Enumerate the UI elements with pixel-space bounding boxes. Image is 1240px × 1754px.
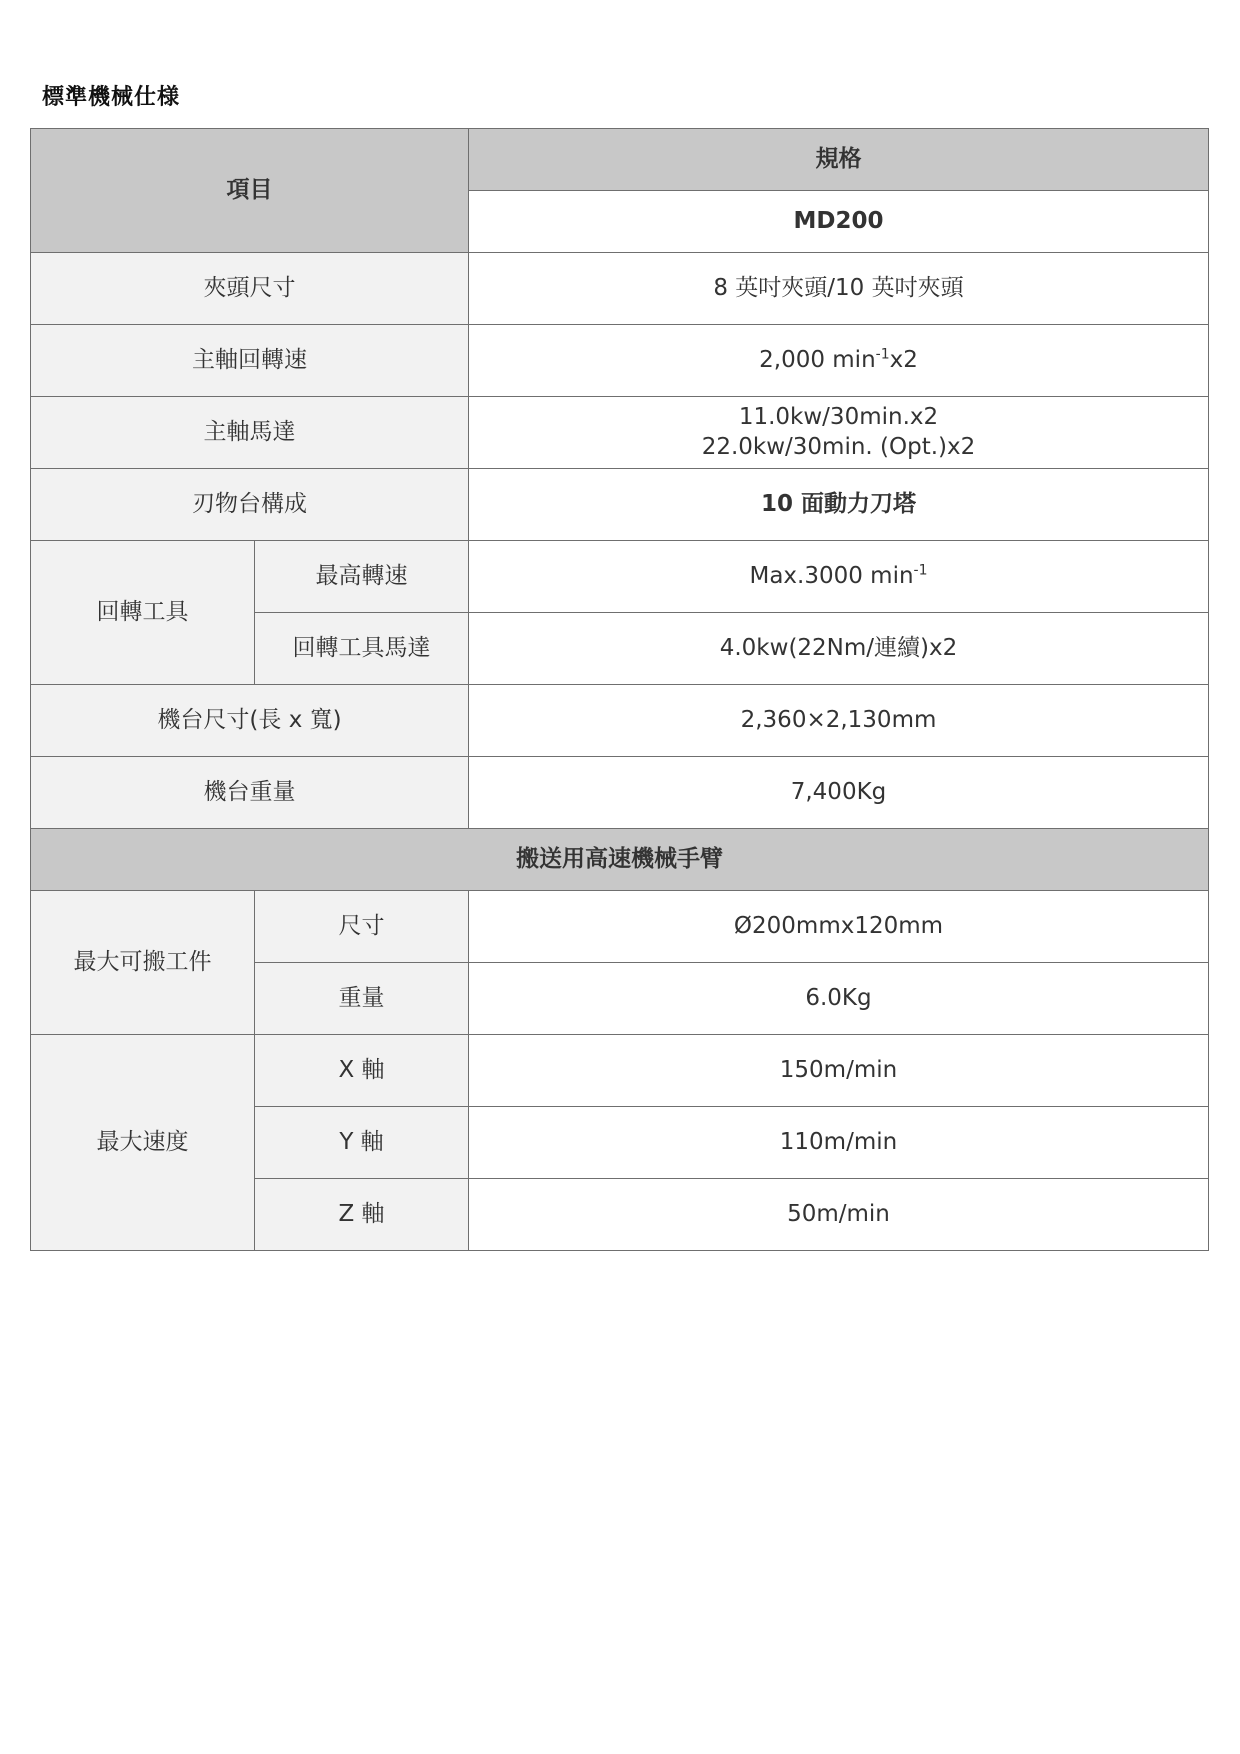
row-label: 機台重量 [31,757,469,829]
row-value: 150m/min [469,1035,1209,1107]
row-label: X 軸 [255,1035,469,1107]
model-name: MD200 [469,191,1209,253]
row-label: 夾頭尺寸 [31,253,469,325]
row-label: Z 軸 [255,1179,469,1251]
table-row [31,757,1209,829]
row-value: 10 面動力刀塔 [469,469,1209,541]
row-value [469,541,1209,613]
row-label: 回轉工具馬達 [255,613,469,685]
group-label: 最大速度 [31,1035,255,1251]
row-label: 最高轉速 [255,541,469,613]
header-item: 項目 [31,129,469,253]
row-label: 主軸馬達 [31,397,469,469]
table-row [31,397,1209,469]
table-row [31,1035,1209,1107]
row-value: 4.0kw(22Nm/連續)x2 [469,613,1209,685]
row-value: 8 英吋夾頭/10 英吋夾頭 [469,253,1209,325]
row-value [469,325,1209,397]
value-text: Max.3000 min [749,562,914,589]
spec-table [30,128,1209,1251]
table-row [31,685,1209,757]
section-title: 搬送用高速機械手臂 [31,829,1209,891]
header-spec: 規格 [469,129,1209,191]
table-row [31,469,1209,541]
table-row [31,325,1209,397]
row-label: 機台尺寸(長 x 寬) [31,685,469,757]
value-text: 2,000 min [759,346,876,373]
group-label: 回轉工具 [31,541,255,685]
section-header-row [31,829,1209,891]
row-value: 110m/min [469,1107,1209,1179]
row-label: 刃物台構成 [31,469,469,541]
row-label: 主軸回轉速 [31,325,469,397]
value-line: 22.0kw/30min. (Opt.)x2 [701,433,976,460]
row-value: 50m/min [469,1179,1209,1251]
header-row [31,129,1209,191]
row-value [469,397,1209,469]
table-row [31,541,1209,613]
group-label: 最大可搬工件 [31,891,255,1035]
row-value: 2,360×2,130mm [469,685,1209,757]
row-value: Ø200mmx120mm [469,891,1209,963]
row-label: Y 軸 [255,1107,469,1179]
table-row [31,891,1209,963]
row-label: 尺寸 [255,891,469,963]
value-suffix: x2 [889,346,918,373]
row-value: 7,400Kg [469,757,1209,829]
superscript: -1 [875,345,890,362]
row-label: 重量 [255,963,469,1035]
value-line: 11.0kw/30min.x2 [738,403,939,430]
row-value: 6.0Kg [469,963,1209,1035]
page-title: 標準機械仕様 [42,85,181,110]
table-row [31,253,1209,325]
superscript: -1 [913,561,928,578]
